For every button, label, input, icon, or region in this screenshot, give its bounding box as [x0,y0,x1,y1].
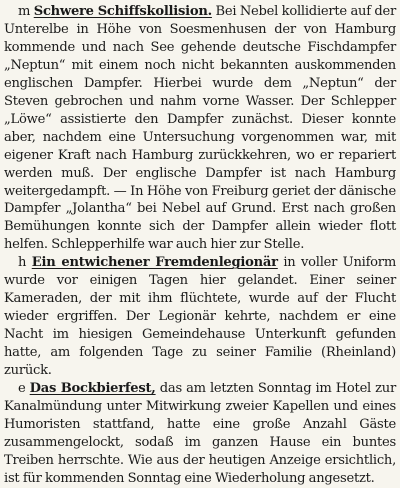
article-ship-collision [4,3,396,254]
article-headline: Das Bockbierfest, [29,381,156,397]
article-headline: Ein entwichener Fremdenlegionär [31,255,278,271]
article-marker: m [18,4,31,19]
article-marker: e [18,381,26,397]
article-body: das am letzten Sonntag im Hotel zur Kanalmündung unter Mitwirkung zweier Kapellen und eines Humoristen stattfand, hatte eine große Anzahl Gäste zusammengelockt, sodaß im ganzen Hause ein buntes Treiben herrschte. Wie aus der heutigen Anzeige ersichtlich, ist für kommenden Sonntag eine Wiederholung angesetzt. [4,381,397,486]
article-foreign-legionnaire [4,254,396,380]
article-body: Bei Nebel kollidierte auf der Unterelbe in Höhe von Soesmenhusen der von Hamburg kommende und nach See gehende deutsche Fischdampfer „Neptun“ mit einem noch nicht bekannten auskommenden englischen Dampfer. Hierbei wurde dem „Neptun“ der Steven gebrochen und nahm vorne Wasser. Der Schlepper „Löwe“ assistierte den Dampfer zunächst. Dieser konnte aber, nachdem eine Untersuchung vorgenommen war, mit eigener Kraft nach Hamburg zurückkehren, wo er repariert werden muß. Der englische Dampfer ist nach Hamburg weitergedampft. — In Höhe von Freiburg geriet der dänische Dampfer „Jolantha“ bei Nebel auf Grund. Erst nach großen Bemühungen konnte sich der Dampfer allein wieder flott helfen. Schlepperhilfe war auch hier zur Stelle. [4,4,396,253]
article-marker: h [18,255,27,271]
article-body: in voller Uniform wurde vor einigen Tagen hier gelandet. Einer seiner Kameraden, der mit ihm flüchtete, wurde auf der Flucht wieder ergriffen. Der Legionär kehrte, nachdem er eine Nacht im hiesigen Gemeindehause Unterkunft gefunden hatte, am folgenden Tage zu seiner Familie (Rheinland) zurück. [4,255,396,379]
article-bock-beer-festival [4,380,396,488]
article-headline: Schwere Schiffskollision. [33,4,212,19]
